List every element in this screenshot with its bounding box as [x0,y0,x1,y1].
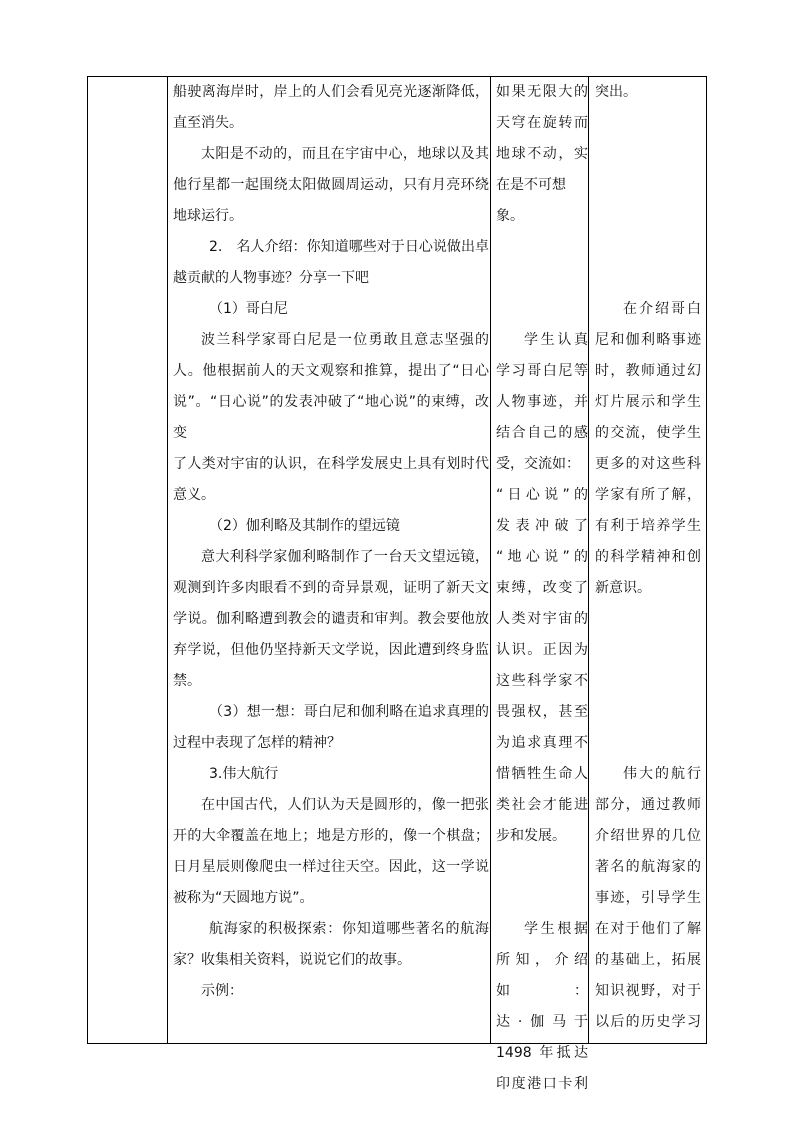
text-line: 他行星都一起围绕太阳做圆周运动，只有月亮环绕 [173,177,489,193]
spacer [496,232,588,325]
text-line: 类社会才能进 [496,797,588,813]
text-line: 所知，介绍如： [496,952,588,999]
text-line: 观测到许多肉眼看不到的奇异景观，证明了新天文 [173,580,489,596]
text-line: 的科学精神和创 [595,549,701,565]
text-line: 灯片展示和学生 [595,394,701,410]
spacer [595,604,701,759]
text-line: 达·伽马于 [496,1014,588,1030]
subheading: 3.伟大航行 [209,766,279,782]
text-line: （3）想一想：哥白尼和伽利略在追求真理的 [209,704,489,720]
text-line: 天穹在旋转而 [496,115,588,131]
text-line: 著名的航海家的 [595,859,701,875]
text-line: 如果无限大的 [496,84,588,100]
text-line: 2. 名人介绍：你知道哪些对于日心说做出卓 [209,239,489,255]
text-line: 学习哥白尼等 [496,363,588,379]
text-line: 人。他根据前人的天文观察和推算，提出了“日心 [173,363,489,379]
text-line: 意义。 [173,487,215,503]
text-line: 学生认真 [524,332,588,348]
text-line: 在对于他们了解 [595,921,701,937]
text-line: 地球运行。 [173,208,243,224]
text-line: 知识视野，对于 [595,983,701,999]
text-line: 以后的历史学习 [595,1014,701,1030]
text-line: 尼和伽利略事迹 [595,332,701,348]
text-line: 这些科学家不 [496,673,588,689]
text-line: 波兰科学家哥白尼是一位勇敢且意志坚强的 [201,332,489,348]
student-activity-cell [496,77,588,1100]
text-line: 日月星辰则像爬虫一样过往天空。因此，这一学说 [173,859,489,875]
text-line: 部分，通过教师 [595,797,701,813]
text-line: 船驶离海岸时，岸上的人们会看见亮光逐渐降低， [173,84,489,100]
text-line: 受，交流如： [496,456,580,472]
text-line: 在是不可想象。 [496,177,566,224]
text-line: 了人类对宇宙的认识，在科学发展史上具有划时代 [173,456,489,472]
text-line: 学家有所了解， [595,487,701,503]
column-divider [167,77,168,1043]
text-line: 说”。“日心说”的发表冲破了“地心说”的束缚，改变 [173,394,489,441]
text-line: 弃学说，但他仍坚持新天文学说，因此遭到终身监 [173,642,489,658]
text-line: 事迹，引导学生 [595,890,701,906]
text-line: 直至消失。 [173,115,243,131]
text-line: “地心说”的 [496,549,588,565]
text-line: 畏强权，甚至 [496,704,588,720]
text-line: 的基础上，拓展 [595,952,701,968]
text-line: 人类对宇宙的 [496,611,588,627]
design-intent-cell [595,77,701,1038]
column-divider [588,77,589,1043]
subheading: （2）伽利略及其制作的望远镜 [209,518,400,534]
text-line: 禁。 [173,673,201,689]
column-divider [490,77,491,1043]
text-line: 在中国古代，人们认为天是圆形的，像一把张 [201,797,489,813]
text-line: 意大利科学家伽利略制作了一台天文望远镜， [201,549,489,565]
text-line: “日心说”的 [496,487,588,503]
text-line: 突出。 [595,84,637,100]
text-line: 越贡献的人物事迹？分享一下吧 [173,270,369,286]
text-line: 有利于培养学生 [595,518,701,534]
text-line: 地球不动，实 [496,146,588,162]
text-line: 发表冲破了 [496,518,588,534]
text-line: 结合自己的感 [496,425,588,441]
text-line: 惜牺牲生命人 [496,766,588,782]
text-line: 的交流，使学生 [595,425,701,441]
text-line: 为追求真理不 [496,735,588,751]
text-line: 新意识。 [595,580,651,596]
subheading: （1）哥白尼 [209,301,288,317]
text-line: 伟大的航行 [623,766,701,782]
text-line: 步和发展。 [496,828,566,844]
spacer [496,852,588,914]
text-line: 示例： [201,983,243,999]
text-line: 时，教师通过幻 [595,363,701,379]
spacer [595,108,701,294]
text-line: 太阳是不动的，而且在宇宙中心，地球以及其 [201,146,489,162]
text-line: 过程中表现了怎样的精神？ [173,735,341,751]
text-line: 学说。伽利略遭到教会的谴责和审判。教会要他放 [173,611,489,627]
lesson-table [87,76,707,1092]
text-line: 人物事迹，并 [496,394,588,410]
text-line: 1498 年抵达 [496,1045,588,1061]
text-line: 学生根据 [524,921,588,937]
text-line: 认识。正因为 [496,642,588,658]
text-line: 被称为“天圆地方说”。 [173,890,314,906]
text-line: 开的大伞覆盖在地上；地是方形的，像一个棋盘； [173,828,489,844]
text-line: 印度港口卡利 [496,1076,588,1092]
text-line: 更多的对这些科 [595,456,701,472]
teaching-content-cell [173,77,489,1007]
text-line: 家？收集相关资料，说说它们的故事。 [173,952,411,968]
text-line: 航海家的积极探索：你知道哪些著名的航海 [209,921,489,937]
text-line: 介绍世界的几位 [595,828,701,844]
text-line: 束缚，改变了 [496,580,588,596]
text-line: 在介绍哥白 [623,301,701,317]
